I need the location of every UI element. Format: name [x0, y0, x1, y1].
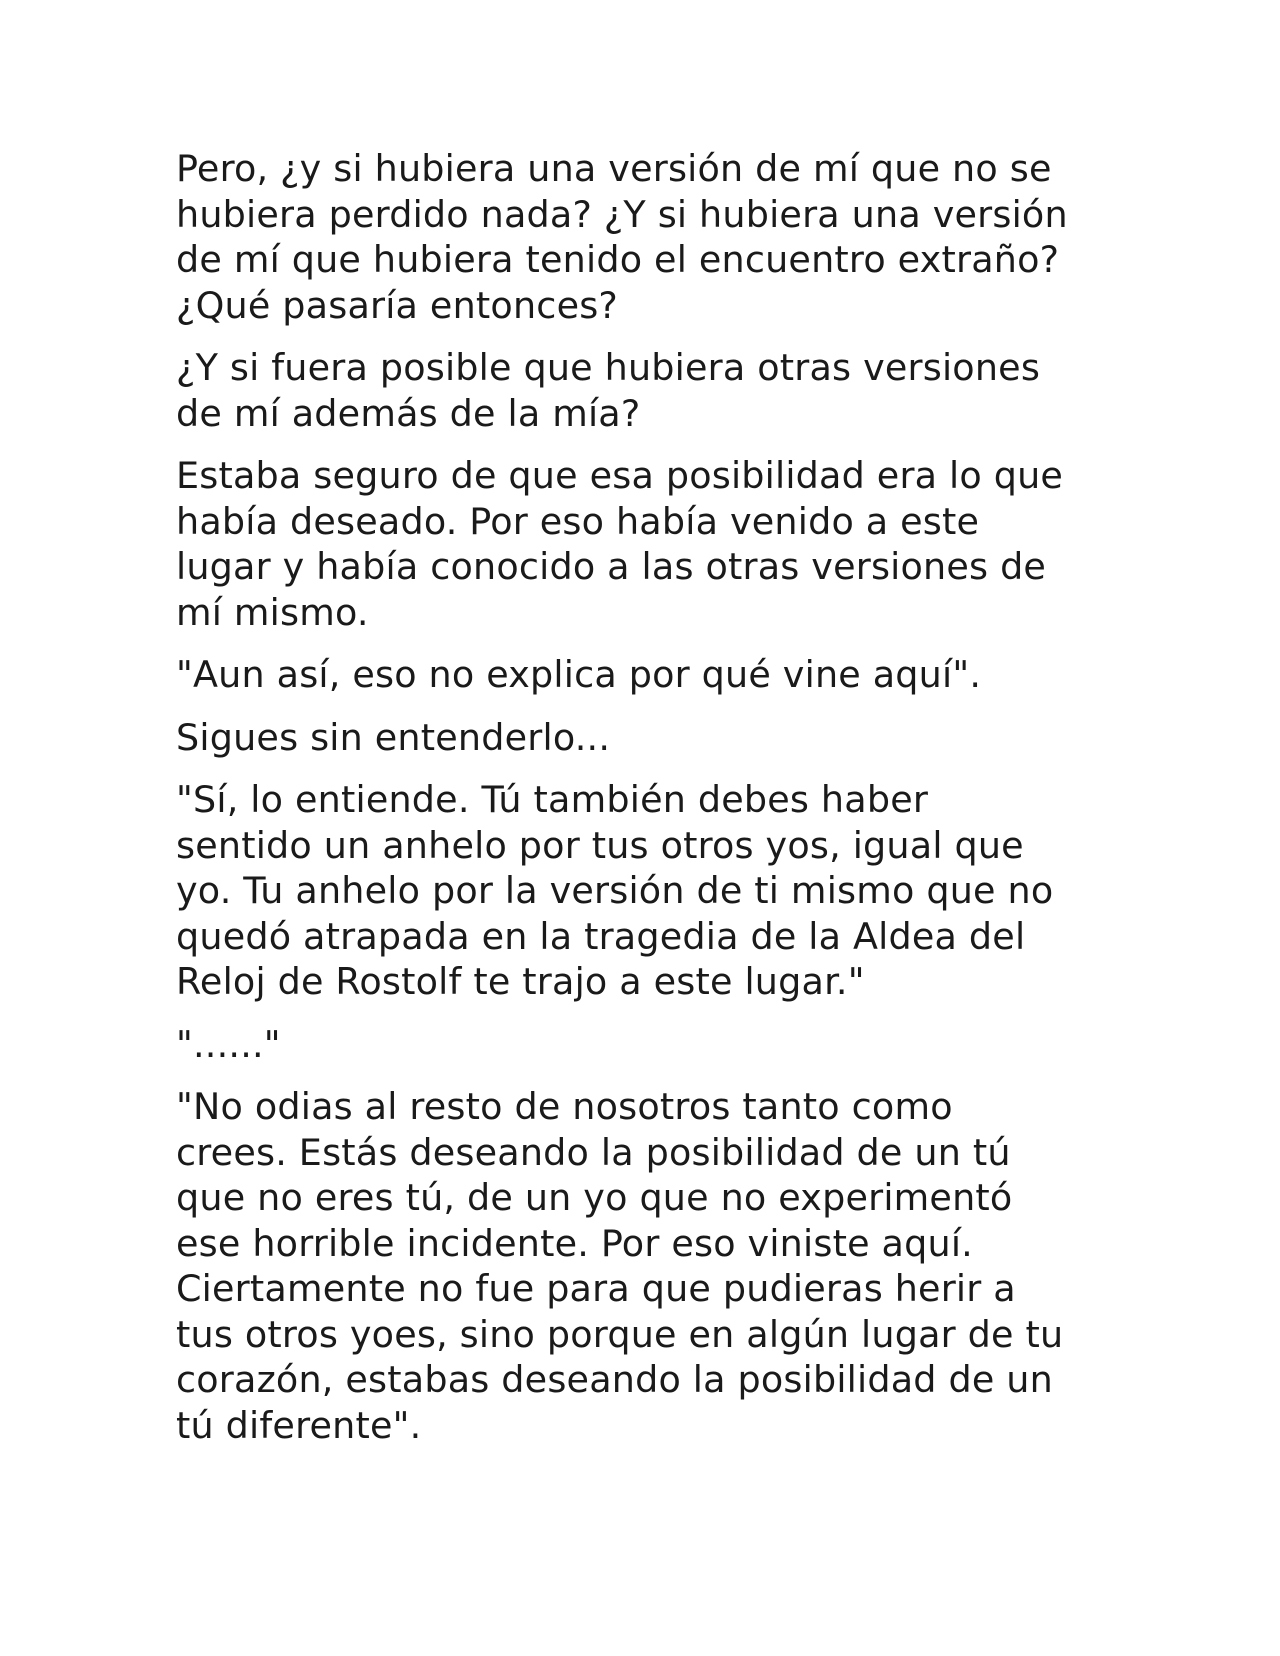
dialogue-line-2: "Sí, lo entiende. Tú también debes haber sentido un anhelo por tus otros yos, igual que yo. Tu anhelo por la versión de ti mismo que no quedó atrapada en la tragedia de la Aldea del Reloj de Rostolf te trajo a este lugar.": [176, 778, 1054, 1003]
paragraph-1: Pero, ¿y si hubiera una versión de mí que no se hubiera perdido nada? ¿Y si hubiera una versión de mí que hubiera tenido el encuentro extraño? ¿Qué pasaría entonces?: [176, 147, 1068, 327]
paragraph-5: Sigues sin entenderlo...: [176, 715, 611, 759]
dialogue-line-4: "No odias al resto de nosotros tanto como crees. Estás deseando la posibilidad de un tú que no eres tú, de un yo que no experimentó ese horrible incidente. Por eso viniste aquí. Ciertamente no fue para que pudieras herir a tus otros yoes, sino porque en algún lugar de tu corazón, estabas deseando la posibilidad de un tú diferente".: [176, 1085, 1064, 1447]
document-page: [176, 146, 1096, 1465]
dialogue-line-3: "......": [176, 1022, 281, 1066]
dialogue-line-1: "Aun así, eso no explica por qué vine aquí".: [176, 653, 982, 696]
paragraph-3: Estaba seguro de que esa posibilidad era lo que había deseado. Por eso había venido a este lugar y había conocido a las otras versiones de mí mismo.: [176, 454, 1064, 634]
paragraph-2: ¿Y si fuera posible que hubiera otras versiones de mí además de la mía?: [176, 346, 1041, 435]
